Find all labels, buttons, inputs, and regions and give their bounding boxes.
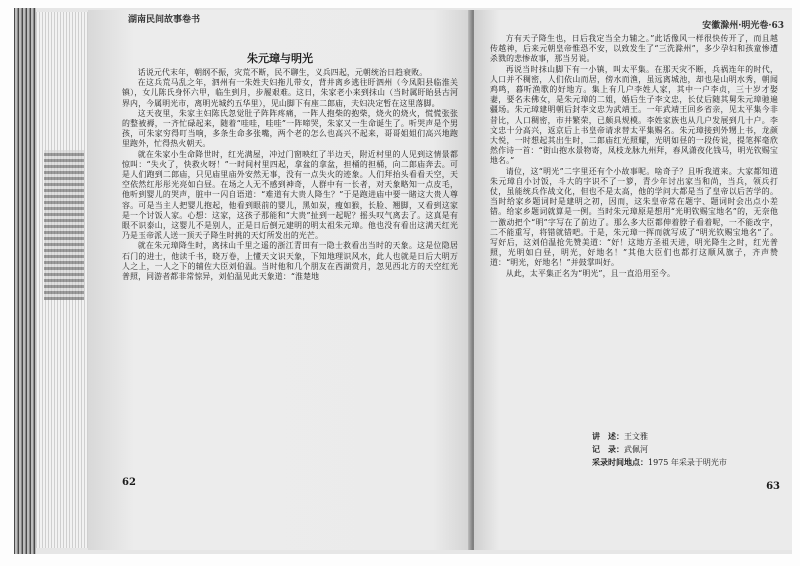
paragraph: 就在朱家小生命降世时，红光满屋，冲过门窗映红了半边天，附近村里的人见到这情景都惊叫：“失火了，快救火呀！”一时间村里四起，拿盆的拿盆，担桶的担桶，向二郎庙奔去。可是人们跑到二郎庙，只见庙里庙外安然无事，没有一点失火的迹象。人们拜抬头看看天空，天空依然红彤彤光亮如白昼。在场之人无不感到神奇，人群中有一长者，对天象略知一点皮毛，他听到婴儿的哭声，脏中一闪自语道：“难道有大贵人降生？”于是跑进庙中要一睹这大贵人尊容。可是当主人把婴儿抱起，他看到眼前的婴儿，黑如炭，瘦如猴，长脸、翘脚，又看到这家是一个讨饭人家。心想：这家，这孩子那能和“大贵”扯到一起呢？摇头叹气离去了。这真是有眼不识泰山，这婴儿不是别人，正是日后倒元建明的明太祖朱元璋。他也没有看出这满天红光乃是玉帝派人送一顶天子降生时挑的天灯所发出的光芒。 — [122, 149, 458, 241]
paragraph: 再说当时抹山脚下有一小镇，叫太平集。在那天灾不断，兵祸连年的时代，人口并不稠密，人们依山而居，傍水而渔，虽远离城池，却也是山明水秀，朝闻鸡鸣，暮听渔歌的好地方。集上有几户李姓人家，其中一户李贞，三十岁才娶妻，要名未佛女，是朱元璋的二姐，婚后生子李文忠，长仗后随其舅朱元璋驰遍疆场。朱元璋建明朝后封李文忠为武靖王。一年武靖王回乡省亲，见太平集今非昔比，人口稠密，市井繁荣，已颇具规模。李姓家族也从几户发展到几十户。李文忠十分高兴，返京后上书皇帝请求替太平集赐名。朱元璋接到外甥上书，龙颜大悦，一时想起其出生时，二郎庙红光照耀，光明如昼的一段传说，提笔挥毫欣然作诗一首：“街山抱水景物寄，凤枝龙脉九州拜，春风潇夜化钱马，明光钦赐宝地名。” — [490, 64, 778, 166]
show-through-print — [44, 150, 84, 300]
left-running-head: 湖南民间故事卷书 — [128, 15, 201, 25]
left-page — [88, 10, 472, 550]
paragraph: 这天夜里，朱家主妇陈氏忽觉肚子阵阵疼痛，一阵人抱柴的抱柴，烧火的烧火，慌慌张张的整被褥，一齐忙碌起来，随着“哇哇，哇哇”一阵啼哭，朱家又一生命诞生了。听哭声是个男孩，可朱家穷得叮当响，多条生命多张嘴，两个老的怎么也高兴不起来，哥哥姐姐们高兴地跑里跑外，忙得热火朝天。 — [122, 108, 458, 149]
left-page-body — [122, 68, 458, 282]
paragraph: 在这兵荒马乱之年，泗州有一朱姓夫妇拖儿带女，背井离乡逃往盱泗州（今凤阳县临淮关镇），女儿陈氏身怀六甲，临生到月，步履艰难。这日，朱家老小来到抹山（当时属盱眙县古河界内，今属明光市，离明光城约五华里），见山脚下有座二郎庙，夫妇决定暂在这里落脚。 — [122, 78, 458, 108]
paragraph: 就在朱元璋降生时，离抹山千里之遥的浙江青田有一隐士救看出当时的天象。这是位隐居石门的进士，他读千书，晓万卷，上懂天文识天象，下知地理识风水，此人也就是日后大明万人之上，一人之下的辅佐大臣刘伯温。当时他和几个朋友在西湖赏月，忽见西北方的天空红光普照，同游者都非常惊异，刘伯温见此天象道：“淮楚地 — [122, 241, 458, 282]
paragraph: 请位，这“明光”二字里还有个小故事呢。啥奇子？且听我道来。大家都知道朱元璋自小讨饭，斗大的字识不了一箩，青少年讨出家当和尚，当兵，领兵打仗，虽能统兵作战文化，但也不是太高，他的学问大都是当了皇帝以后苦学的。当时给家乡题词时是建明之初，因而，这朱皇帝常在题字、题词时会出点小差错。给家乡题词就算是一例。当时朱元璋原是想用“光明钦赐宝地名”的，无奈他一激动把个“明”字写在了前边了。那么多大臣都伸着脖子看着呢，一不能改字，二不能重写，将错就错吧。于是，朱元璋一挥而就写成了“明光钦赐宝地名”了。写好后，这刘伯温抢先赞美道：“好！这地方圣祖天进，明光降生之时，红光普照，光明如白昼，明光，好地名！”其他大臣们也都打这顺风旗子，齐声赞道：“明光，好地名！”并鼓掌叫好。 — [490, 166, 778, 268]
right-page — [474, 10, 792, 550]
paragraph: 方有天子降生也，日后我定当全力辅之。”此话像风一样很快传开了，而且越传越神，后来元朝皇帝惟恐不安，以致发生了“三洗滁州”，多少孕妇和孩童惨遭杀戮的悲惨故事，那当另说。 — [490, 34, 778, 64]
book-page-edges — [14, 8, 36, 554]
right-running-head: 安徽滁州·明光卷·63 — [702, 21, 784, 31]
right-page-number: 63 — [766, 481, 780, 492]
story-title: 朱元璋与明光 — [247, 52, 313, 65]
right-page-body — [490, 34, 778, 279]
story-credits — [592, 430, 727, 469]
paragraph: 话说元代末年，朝纲不振，灾荒不断，民不聊生，义兵四起，元朝统治日趋衰败。 — [137, 68, 428, 77]
credit-recorder: 记 录：武佩河 — [592, 444, 648, 454]
left-page-number: 62 — [122, 477, 136, 488]
credit-collection: 采录时间地点：1975 年采录于明光市 — [592, 457, 727, 467]
paragraph: 从此，太平集正名为“明光”，且一直沿用至今。 — [505, 268, 675, 278]
credit-narrator: 讲 述：王文雅 — [592, 431, 648, 441]
